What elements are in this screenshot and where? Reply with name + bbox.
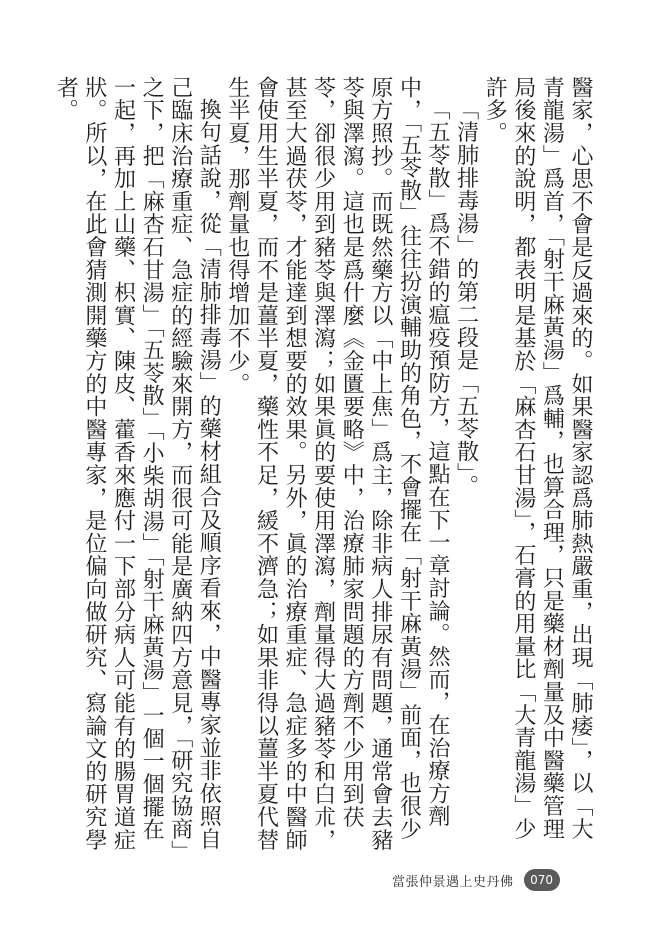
paragraph-2: 「清肺排毒湯」的第二段是「五苓散」。 bbox=[453, 98, 479, 498]
paragraph-4: 換句話說，從「清肺排毒湯」的藥材組合及順序看來，中醫專家並非依照自己臨床治療重症、急症的經驗來開方，而很可能是廣納四方意見，「研究協商」之下，把「麻杏石甘湯」「五苓散」「小柴胡湯」「射干麻黃湯」一個一個擺在一起，再加上山藥、枳實、陳皮、藿香來應付一下部分病人可能有的腸胃道症狀。所以，在此會猜測開藥方的中醫專家，是位偏向做研究、寫論文的研究學者。 bbox=[53, 76, 222, 852]
paragraph-1: 醫家，心思不會是反過來的。如果醫家認爲肺熱嚴重，出現「肺痿」，以「大青龍湯」爲首，「射干麻黃湯」爲輔，也算合理，只是藥材劑量及中醫藥管理局後來的說明，都表明是基於「麻杏石甘湯」，石膏的用量比「大青龍湯」少許多。 bbox=[482, 76, 593, 841]
page-footer bbox=[392, 865, 560, 895]
body-text bbox=[53, 76, 594, 856]
paragraph-3: 「五苓散」爲不錯的瘟疫預防方，這點在下一章討論。然而，在治療方劑中，「五苓散」往往扮演輔助的角色，不會擺在「射干麻黃湯」前面，也很少原方照抄。而既然藥方以「中上焦」爲主，除非病人排尿有問題，通常會去豬苓與澤瀉。這也是爲什麼《金匱要略》中，治療肺家問題的方劑不少用到茯苓，卻很少用到豬苓與澤瀉；如果眞的要使用澤瀉，劑量得大過豬苓和白朮，甚至大過茯苓，才能達到想要的效果。另外，眞的治療重症、急症多的中醫師會使用生半夏，而不是薑半夏，藥性不足，緩不濟急；如果非得以薑半夏代替生半夏，那劑量也得增加不少。 bbox=[224, 76, 451, 852]
book-title: 當張仲景遇上史丹佛 bbox=[392, 874, 514, 890]
page-number-badge: 070 bbox=[524, 869, 560, 891]
